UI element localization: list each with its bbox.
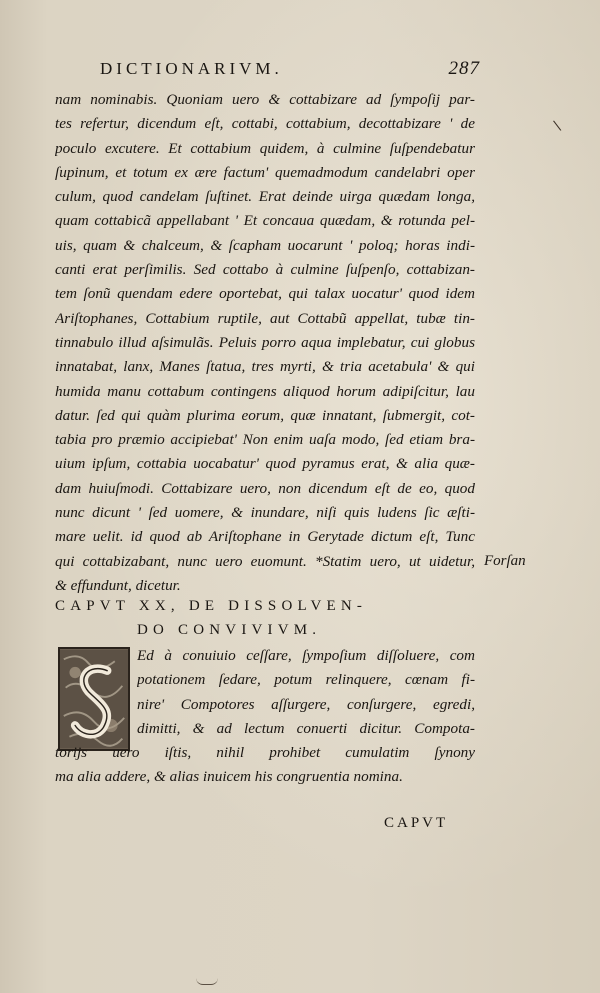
chapter-title [55,594,475,642]
text-line: Ed à conuiuio ceſſare, ſympoſium diſſoluere, com [137,647,475,664]
chapter-title-line1: CAPVT XX, DE DISSOLVEN- [55,598,368,614]
text-line: & effundunt, dicetur. [55,576,181,594]
chapter-title-line2: DO CONVIVIVM. [137,622,322,638]
text-line: datur. ſed qui quàm plurima eorum, quæ innatant, ſubmergit, cot- [55,406,475,424]
text-line: Ariſtophanes, Cottabium ruptile, aut Cottabũ appellat, tubæ tin- [55,309,475,327]
bottom-mark-icon [196,978,218,985]
text-line: ma alia addere, & alias inuicem his congruentia nomina. [55,768,403,786]
decorated-initial [58,647,130,751]
margin-mark-icon: \ [552,117,563,135]
text-line: mare uelit. id quod ab Ariſtophane in Gerytade dictum eſt, Tunc [55,528,475,546]
text-line: uis, quam & chalceum, & ſcapham uocarunt ' poloq; horas indi- [55,236,475,254]
running-header [100,58,480,80]
text-line: tem ſonũ quendam edere oportebat, qui talax uocatur' quod idem [55,285,475,303]
text-line: quam cottabicã appellabant ' Et concaua quædam, & rotunda pel- [55,212,475,230]
running-title: DICTIONARIVM. [100,59,283,78]
chapter-paragraph-continued [55,741,475,790]
main-text-block [55,88,475,598]
text-line: tinnabulo illud aſsimulãs. Peluis porro aqua implebatur, cui globus [55,333,475,351]
text-line: qui cottabizabant, nunc uero euomunt. *Statim uero, ut uidetur, [55,552,475,570]
decorated-initial-icon [60,649,128,749]
text-line: nire' Compotores aſſurgere, conſurgere, egredi, [137,695,475,713]
text-line: ſupinum, et totum ex ære factum' quemadmodum candelabri oper [55,163,475,181]
text-line: nunc dicunt ' ſed uomere, & inundare, niſi quis ludens ſic æſti- [55,504,475,522]
text-line: potationem ſedare, potum relinquere, cœnam fi- [137,671,475,689]
text-line: poculo excutere. Et cottabium quidem, à culmine ſuſpendebatur [55,139,475,157]
text-line: tabia pro præmio accipiebat' Non enim uaſa modo, ſed etiam bra- [55,431,475,449]
text-line: innatabat, lanx, Manes ſtatua, tres myrti, & tria acetabula' & qui [55,358,475,376]
text-line: tes refertur, dicendum eſt, cottabi, cottabium, decottabizare ' de [55,115,475,133]
catchword: CAPVT [384,815,449,831]
text-line: culum, quod candelam ſuſtinet. Erat deinde uirga quædam longa, [55,188,475,206]
text-line: humida manu cottabum contingens aliquod horum adipiſcitur, lau [55,382,475,400]
page-number: 287 [448,58,480,79]
text-line: dam huiuſmodi. Cottabizare uero, non dicendum eſt de eo, quod [55,479,475,497]
text-line: uium ipſum, cottabia uocabatur' quod pyramus erat, & alia quæ- [55,455,475,473]
margin-note: Forſan [484,553,526,569]
text-line: nam nominabis. Quoniam uero & cottabizare ad ſympoſij par- [55,91,475,108]
chapter-paragraph [137,644,475,741]
text-line: dimitti, & ad lectum conuerti dicitur. Compota- [137,719,475,737]
text-line: canti erat perſimilis. Sed cottabo à culmine ſuſpenſo, cottabizan- [55,261,475,279]
text-line: torijs uero iſtis, nihil prohibet cumulatim ſynony [55,744,475,761]
